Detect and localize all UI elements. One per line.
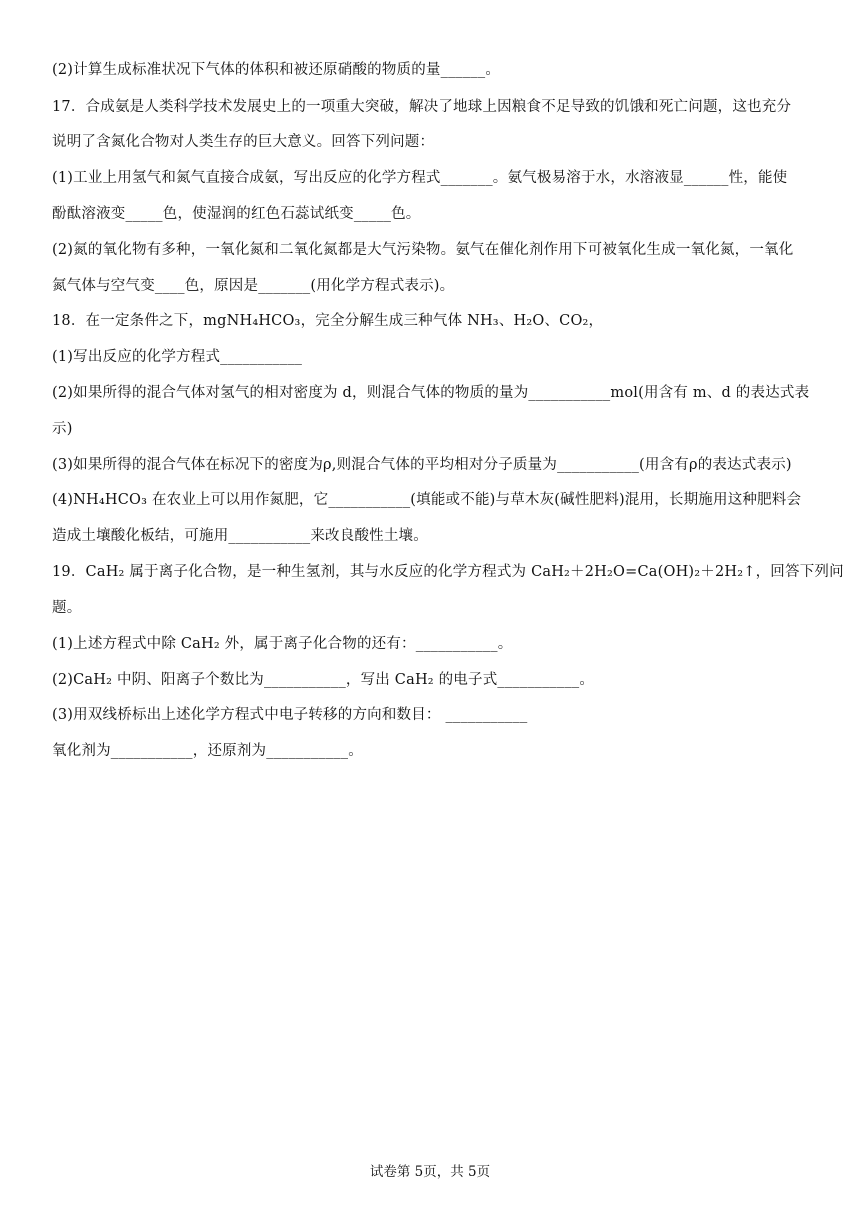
q18-part2-line2: 示)	[52, 421, 73, 437]
q18-part2-line1: (2)如果所得的混合气体对氢气的相对密度为 d，则混合气体的物质的量为___________mol(用含有 m、d 的表达式表	[52, 385, 810, 401]
q19-part1: (1)上述方程式中除 CaH₂ 外，属于离子化合物的还有：___________。	[52, 636, 513, 652]
q18-stem: 18．在一定条件之下，mgNH₄HCO₃，完全分解生成三种气体 NH₃、H₂O、CO₂，	[52, 313, 604, 329]
q17-stem-line1: 17．合成氨是人类科学技术发展史上的一项重大突破，解决了地球上因粮食不足导致的饥饿和死亡问题，这也充分	[52, 99, 792, 115]
q17-part1-line1: (1)工业上用氢气和氮气直接合成氨，写出反应的化学方程式_______。氨气极易溶于水，水溶液显______性，能使	[52, 170, 788, 186]
q18-part1: (1)写出反应的化学方程式___________	[52, 349, 303, 365]
q17-part1-line2: 酚酞溶液变_____色，使湿润的红色石蕊试纸变_____色。	[52, 206, 421, 222]
q19-stem-line2: 题。	[52, 600, 82, 616]
q18-part4-line1: (4)NH₄HCO₃ 在农业上可以用作氮肥，它___________(填能或不能)与草木灰(碱性肥料)混用，长期施用这种肥料会	[52, 492, 802, 508]
q19-part3: (3)用双线桥标出上述化学方程式中电子转移的方向和数目： ___________	[52, 707, 528, 723]
q16-part2: (2)计算生成标准状况下气体的体积和被还原硝酸的物质的量______。	[52, 62, 501, 78]
q18-part3: (3)如果所得的混合气体在标况下的密度为ρ,则混合气体的平均相对分子质量为___________(用含有ρ的表达式表示)	[52, 457, 792, 473]
page-footer: 试卷第 5页，共 5页	[369, 1164, 491, 1180]
q19-stem-line1: 19．CaH₂ 属于离子化合物，是一种生氢剂，其与水反应的化学方程式为 CaH₂＋2H₂O=Ca(OH)₂＋2H₂↑，回答下列问	[52, 564, 844, 580]
q17-part2-line2: 氮气体与空气变____色，原因是_______(用化学方程式表示)。	[52, 278, 455, 294]
q17-stem-line2: 说明了含氮化合物对人类生存的巨大意义。回答下列问题：	[52, 134, 435, 150]
q18-part4-line2: 造成土壤酸化板结，可施用___________来改良酸性土壤。	[52, 528, 428, 544]
q17-part2-line1: (2)氮的氧化物有多种，一氧化氮和二氧化氮都是大气污染物。氨气在催化剂作用下可被氧化生成一氧化氮，一氧化	[52, 242, 794, 258]
q19-part3-answer: 氧化剂为___________，还原剂为___________。	[52, 743, 363, 759]
q19-part2: (2)CaH₂ 中阴、阳离子个数比为___________，写出 CaH₂ 的电子式___________。	[52, 672, 595, 688]
